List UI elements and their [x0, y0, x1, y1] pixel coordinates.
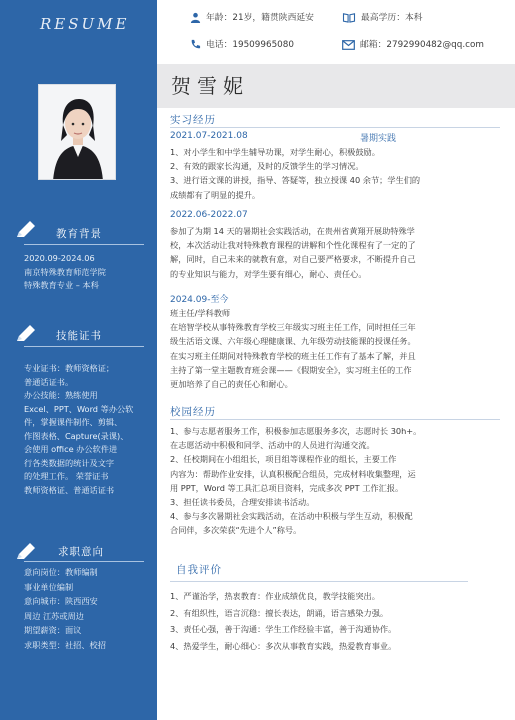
education-line: 特殊教育专业 – 本科	[24, 280, 99, 290]
skills-line: 会使用 office 办公软件进	[24, 444, 118, 454]
entry-tag: 暑期实践	[360, 134, 397, 144]
pencil-icon	[14, 218, 38, 242]
candidate-name: 贺雪妮	[171, 74, 249, 98]
job-intent-line: 意向城市：陕西西安	[24, 596, 98, 606]
text-line: 2、任校期间在小组组长，项目组等课程作业的组长，主要工作	[170, 454, 397, 465]
skills-line: 办公技能：熟练使用	[24, 390, 98, 400]
entry-date: 2024.09-至今	[170, 295, 229, 305]
skills-line: 件，掌握课件制作、剪辑、	[24, 417, 123, 427]
text-line: 3、进行语文课的讲授，指导、答疑等，独立授课 40 余节；学生们的	[170, 175, 421, 186]
text-line: 参加了为期 14 天的暑期社会实践活动，在贵州省黄翔开展助特殊学	[170, 226, 415, 236]
text-line: 校，本次活动让我对特殊教育课程的讲解和个性化课程有了一定的了	[170, 240, 416, 251]
divider	[170, 127, 500, 128]
text-line: 2、有效的跟家长沟通，及时的反馈学生的学习情况。	[170, 161, 364, 172]
education-line: 2020.09-2024.06	[24, 253, 95, 263]
job-intent-line: 事业单位编制	[24, 581, 74, 592]
self-eval-details	[170, 588, 508, 654]
skills-line: 行各类数据的统计及文字	[24, 457, 115, 468]
skills-details	[24, 362, 150, 497]
text-line: 4、参与多次暑期社会实践活动，在活动中积极与学生互动，积极配	[170, 511, 413, 522]
campus-details	[170, 424, 508, 538]
text-line: 3、担任读书委员，合理安排读书活动。	[170, 497, 315, 508]
text-line: 3、责任心强，善于沟通：学生工作经验丰富，善于沟通协作。	[170, 624, 397, 634]
skills-line: 普通话证书。	[24, 376, 74, 387]
divider	[170, 581, 468, 582]
phone-icon	[190, 39, 201, 50]
job-intent-line: 期望薪资：面议	[24, 625, 82, 635]
education-details	[24, 252, 150, 293]
text-line: 主持了第一堂主题教育班会课——《假期安全》，实习班主任的工作	[170, 364, 412, 375]
text-line: 在实习班主任期间对特殊教育学校的班主任工作有了基本了解，并且	[170, 350, 416, 361]
text-line: 1、参与志愿者服务工作，积极参加志愿服务多次，志愿时长 30h+。	[170, 426, 422, 436]
text-line: 在培智学校从事特殊教育学校三年级实习班主任工作，同时担任三年	[170, 322, 416, 333]
entry-role: 班主任/学科教师	[170, 308, 231, 318]
education-title: 教育背景	[56, 228, 102, 240]
skills-line: Excel、PPT、Word 等办公软	[24, 403, 134, 414]
internship-entry-2	[170, 224, 508, 281]
profile-photo	[38, 84, 116, 180]
text-line: 在志愿活动中积极和同学、活动中的人员进行沟通交流。	[170, 440, 375, 451]
job-intent-line: 周边 江苏或周边	[24, 610, 84, 621]
text-line: 解，同时，自己未来的就教有意，对自己要严格要求，不断提升自己	[170, 254, 416, 265]
divider	[24, 244, 144, 245]
book-icon	[342, 12, 356, 23]
job-intent-line: 意向岗位：教师编制	[24, 567, 98, 577]
entry-date: 2022.06-2022.07	[170, 210, 248, 220]
job-intent-line: 求职类型：社招、校招	[24, 639, 106, 650]
skills-line: 作图表格、Capture(录课)、	[24, 430, 129, 441]
skills-title: 技能证书	[56, 330, 102, 342]
text-line: 内容为：帮助作业安排，认真积极配合组员，完成材料收集整理，运	[170, 468, 416, 479]
resume-label: RESUME	[40, 15, 130, 33]
internship-entry-1	[170, 145, 508, 202]
text-line: 1、对小学生和中学生辅导功课，对学生耐心，积极鼓励。	[170, 147, 380, 157]
divider	[24, 346, 144, 347]
internship-entry-3	[170, 306, 508, 391]
entry-date: 2021.07-2021.08	[170, 131, 248, 141]
person-icon	[190, 12, 201, 23]
mail-icon	[342, 40, 355, 50]
campus-title: 校园经历	[170, 406, 216, 418]
phone-info	[190, 37, 294, 50]
email-info	[342, 37, 484, 50]
degree-info	[342, 10, 423, 23]
education-line: 南京特殊教育师范学院	[24, 266, 106, 277]
skills-line: 教师资格证、普通话证书	[24, 484, 115, 495]
text-line: 1、严谨治学，热衷教育：作业成绩优良，教学技能突出。	[170, 591, 380, 601]
text-line: 的专业知识与能力，对学生要有细心，耐心、责任心。	[170, 268, 367, 279]
text-line: 4、热爱学生，耐心细心：多次从事教育实践，热爱教育事业。	[170, 640, 397, 651]
degree-text: 最高学历：本科	[361, 13, 423, 23]
text-line: 用 PPT，Word 等工具汇总项目资料，完成多次 PPT 工作汇报。	[170, 482, 404, 493]
text-line: 成绩都有了明显的提升。	[170, 189, 261, 200]
text-line: 级生活语文课、六年级心理健康课、九年级劳动技能课的授课任务。	[170, 336, 416, 347]
age-text: 年龄：21岁，籍贯陕西延安	[206, 13, 314, 23]
job-intent-details	[24, 565, 150, 652]
text-line: 2、有组织性，语言沉稳：擅长表达，朗诵，语言感染力强。	[170, 607, 389, 618]
self-eval-title: 自我评价	[176, 564, 222, 576]
age-info	[190, 10, 314, 23]
email-text: 邮箱：2792990482@qq.com	[360, 40, 484, 50]
divider	[24, 561, 144, 562]
sidebar	[0, 0, 157, 720]
divider	[170, 419, 500, 420]
text-line: 更加培养了自己的责任心和耐心。	[170, 379, 293, 390]
text-line: 合同伴，多次荣获“先进个人”称号。	[170, 525, 302, 536]
skills-line: 专业证书：教师资格证；	[24, 363, 115, 373]
job-intent-title: 求职意向	[58, 546, 104, 558]
skills-line: 的处理工作。 荣誉证书	[24, 471, 109, 481]
internship-title: 实习经历	[170, 114, 216, 126]
pencil-icon	[14, 322, 38, 346]
phone-text: 电话：19509965080	[206, 40, 294, 50]
